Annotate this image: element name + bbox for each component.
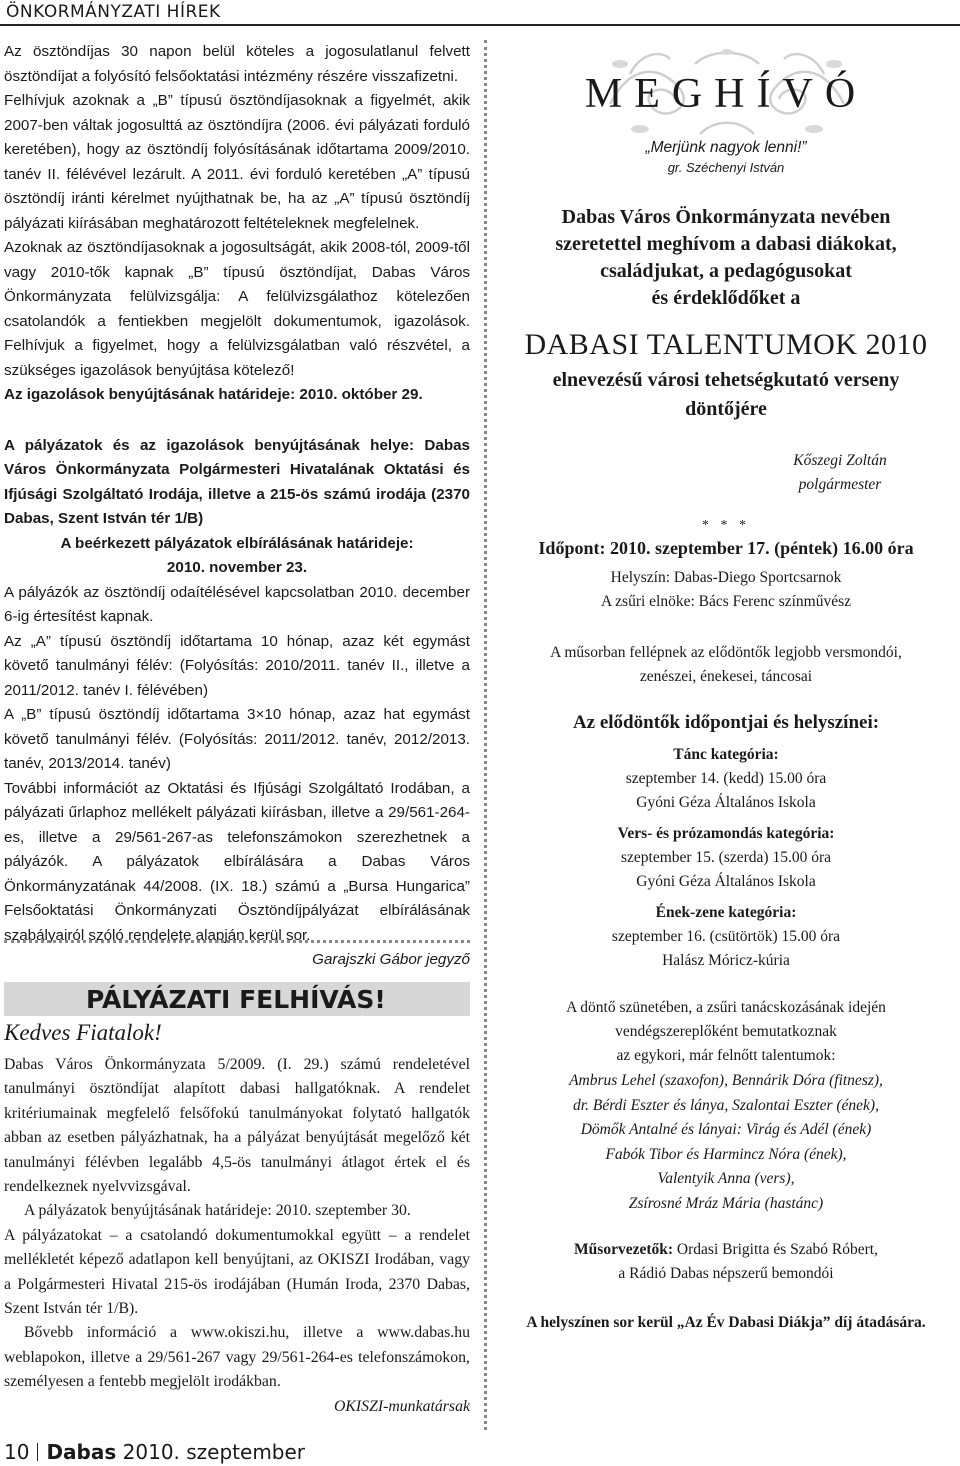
paragraph: A „B” típusú ösztöndíj időtartama 3×10 hónap, azaz hat egymást követő tanulmányi félév. (Folyósítás: 2011/2012. tanév, 2012/2013. tanév, 2013/2014. tanév) [4,706,470,772]
category-name: Vers- és prózamondás kategória: [617,825,835,842]
intro-line: szeretettel meghívom a dabasi diákokat, [555,233,897,255]
category-date: szeptember 14. (kedd) 15.00 óra [625,770,827,787]
submission-place: A pályázatok és az igazolások benyújtásának helye: Dabas Város Önkormányzata Polgármesteri Hivatalának Oktatási és Ifjúsági Szolgáltató Irodája, illetve a 215-ös számú irodája (2370 Dabas, Szent István tér 1/B) [4,436,470,527]
separator-stars: * * * [702,518,750,533]
performers-note [496,641,956,689]
paragraph: A pályázatokat – a csatolandó dokumentumokkal együtt – a rendelet mellékletét képező adatlapon kell benyújtani, az OKISZI Irodában, vagy a Polgármesteri Hivatal 215-ös irodájában (Humán Iroda, 2370 Dabas, Szent István tér 1/B). [4,1226,470,1318]
guest-line: Fabók Tibor és Harmincz Nóra (ének), [605,1145,847,1163]
guest-line: Ambrus Lehel (szaxofon), Bennárik Dóra (fitnesz), [569,1072,883,1089]
section-divider [4,940,470,943]
category-poetry [496,822,956,894]
note-line: az egykori, már felnőtt talentumok: [616,1047,836,1064]
call-title: PÁLYÁZATI FELHÍVÁS! [86,985,386,1014]
break-note [496,996,956,1068]
invitation-title: MEGHÍVÓ [584,71,868,117]
section-title: ÖNKORMÁNYZATI HÍREK [6,2,221,22]
category-place: Gyóni Géza Általános Iskola [636,794,816,811]
award-note: A helyszínen sor kerül „Az Év Dabasi Diákja” díj átadására. [526,1314,926,1331]
note-line: vendégszereplőként bemutatkoznak [615,1023,837,1040]
category-name: Tánc kategória: [673,746,779,763]
footer-separator [37,1443,38,1461]
guest-list [496,1069,956,1216]
subtitle-line: döntőjére [685,398,767,420]
column-divider [484,40,487,1430]
paragraph: A pályázók az ösztöndíj odaítélésével kapcsolatban 2010. december 6-ig értesítést kapnak. [4,583,470,625]
deadline-proof: Az igazolások benyújtásának határideje: 2010. október 29. [4,386,423,403]
category-place: Halász Móricz-kúria [662,952,790,969]
category-name: Ének-zene kategória: [655,904,797,921]
greeting: Kedves Fiatalok! [4,1020,162,1045]
category-dance [496,743,956,815]
category-date: szeptember 16. (csütörtök) 15.00 óra [611,928,841,945]
signature-notary: Garajszki Gábor jegyző [312,951,470,968]
magazine-name: Dabas [46,1440,117,1464]
note-line: zenészei, énekesei, táncosai [639,668,813,685]
paragraph: Az ösztöndíjas 30 napon belül köteles a jogosulatlanul felvett ösztöndíjat a folyósító felsőoktatási intézmény részére visszafizetni. [4,43,470,85]
section-header [0,0,960,26]
category-music [496,901,956,973]
guest-line: Zsírosné Mráz Mária (hastánc) [628,1194,824,1212]
mayor-signature [740,449,940,497]
intro-line: Dabas Város Önkormányzata nevében [561,206,891,228]
intro-line: családjukat, a pedagógusokat [600,260,852,282]
hosts-names: Ordasi Brigitta és Szabó Róbert, [673,1241,878,1258]
signature-okiszi: OKISZI-munkatársak [333,1397,470,1415]
hosts-label: Műsorvezetők: [574,1241,674,1258]
subtitle-line: elnevezésű városi tehetségkutató verseny [552,369,900,391]
invitation-intro [496,204,956,312]
note-line: A műsorban fellépnek az elődöntők legjobb versmondói, [550,644,902,661]
issue-date: 2010. szeptember [122,1440,306,1464]
event-subtitle [496,366,956,424]
guest-line: Dömők Antalné és lányai: Virág és Adél (ének) [580,1121,872,1138]
scholarship-rules-article [4,40,470,973]
event-details [496,566,956,614]
page-footer [4,1440,305,1464]
mayor-title: polgármester [798,476,882,493]
guest-line: Valentyik Anna (vers), [657,1170,795,1187]
page-number: 10 [4,1440,30,1464]
hosts [496,1238,956,1286]
call-article [4,1053,470,1419]
note-line: A döntő szünetében, a zsűri tanácskozásának idején [566,999,886,1016]
deadline-apply: A pályázatok benyújtásának határideje: 2010. szeptember 30. [24,1202,411,1220]
category-place: Gyóni Géza Általános Iskola [636,873,816,890]
prelims-title: Az elődöntők időpontjai és helyszínei: [572,712,880,733]
evaluation-deadline-date: 2010. november 23. [166,559,308,576]
jury-president: A zsűri elnöke: Bács Ferenc színművész [600,593,852,610]
paragraph: További információt az Oktatási és Ifjúsági Szolgáltató Irodában, a pályázati űrlaphoz mellékelt pályázati kiírásban, illetve a 29/561-264-es, illetve a 29/561-267-as telefonszámokon szerezhetnek a pályázók. A pályázatok elbírálására a Dabas Város Önkormányzatának 44/2008. (IX. 18.) számú a „Bursa Hungarica” Felsőoktatási Önkormányzati Ösztöndíjpályázat elbírálásának szabályairól szóló rendelete alapján kerül sor. [4,779,470,944]
event-name: DABASI TALENTUMOK 2010 [524,328,928,361]
info-paragraph: Bővebb információ a www.okiszi.hu, illetve a www.dabas.hu weblapokon, illetve a 29/561-267 vagy 29/561-264-es telefonszámokon, személyesen a fentebb megjelölt irodákban. [4,1324,470,1391]
paragraph: Felhívjuk azoknak a „B” típusú ösztöndíjasoknak a figyelmét, akik 2007-ben váltak jogosulttá az ösztöndíjra (2006. évi pályázati forduló keretében), hogy az ösztöndíj folyósításának időtartama 2009/2010. tanév II. félévével lezárult. A 2011. évi forduló keretében „A” típusú ösztöndíj iránti kérelmet nyújthatnak be, ha az „A” típusú ösztöndíj pályázati kiírásában meghatározott feltételeknek megfelelnek. [4,92,470,232]
paragraph: Az „A” típusú ösztöndíj időtartama 10 hónap, azaz két egymást követő tanulmányi félév: (Folyósítás: 2010/2011. tanév II., illetve a 2011/2012. tanév I. félévében) [4,632,470,699]
paragraph: Dabas Város Önkormányzata 5/2009. (I. 29.) számú rendeletével tanulmányi ösztöndíjat alapított dabasi hallgatóknak. A rendelet kritériumainak megfelelő felsőfokú tanulmányokat folytató hallgatók abban az esetben pályázhatnak, ha a pályázat benyújtását megelőző két tanulmányi félévben legalább 4,5-ös tanulmányi átlagot értek el és rendelkeznek nyelvvizsgával. [4,1056,470,1196]
hosts-role: a Rádió Dabas népszerű bemondói [618,1265,834,1282]
venue: Helyszín: Dabas-Diego Sportcsarnok [610,569,842,586]
guest-line: dr. Bérdi Eszter és lánya, Szalontai Eszter (ének), [573,1096,879,1114]
event-time: Időpont: 2010. szeptember 17. (péntek) 16.00 óra [538,538,914,558]
mayor-name: Kőszegi Zoltán [793,452,887,469]
motto-author: gr. Széchenyi István [667,160,785,175]
motto-quote: „Merjünk nagyok lenni!” [645,139,807,156]
paragraph: Azoknak az ösztöndíjasoknak a jogosultságát, akik 2008-tól, 2009-től vagy 2010-tők kapnak „B” típusú ösztöndíjat, Dabas Város Önkormányzata felülvizsgálja: A felülvizsgálathoz kötelezően csatolandók a fentiekben megjelölt dokumentumok, igazolások. Felhívjuk a figyelmet, hogy a felülvizsgálatban való részvétel, a szükséges igazolások benyújtása kötelező! [4,239,470,379]
category-date: szeptember 15. (szerda) 15.00 óra [620,849,832,866]
spacer [4,408,470,434]
intro-line: és érdeklődőket a [651,287,801,309]
evaluation-deadline-label: A beérkezett pályázatok elbírálásának határideje: [60,534,414,552]
